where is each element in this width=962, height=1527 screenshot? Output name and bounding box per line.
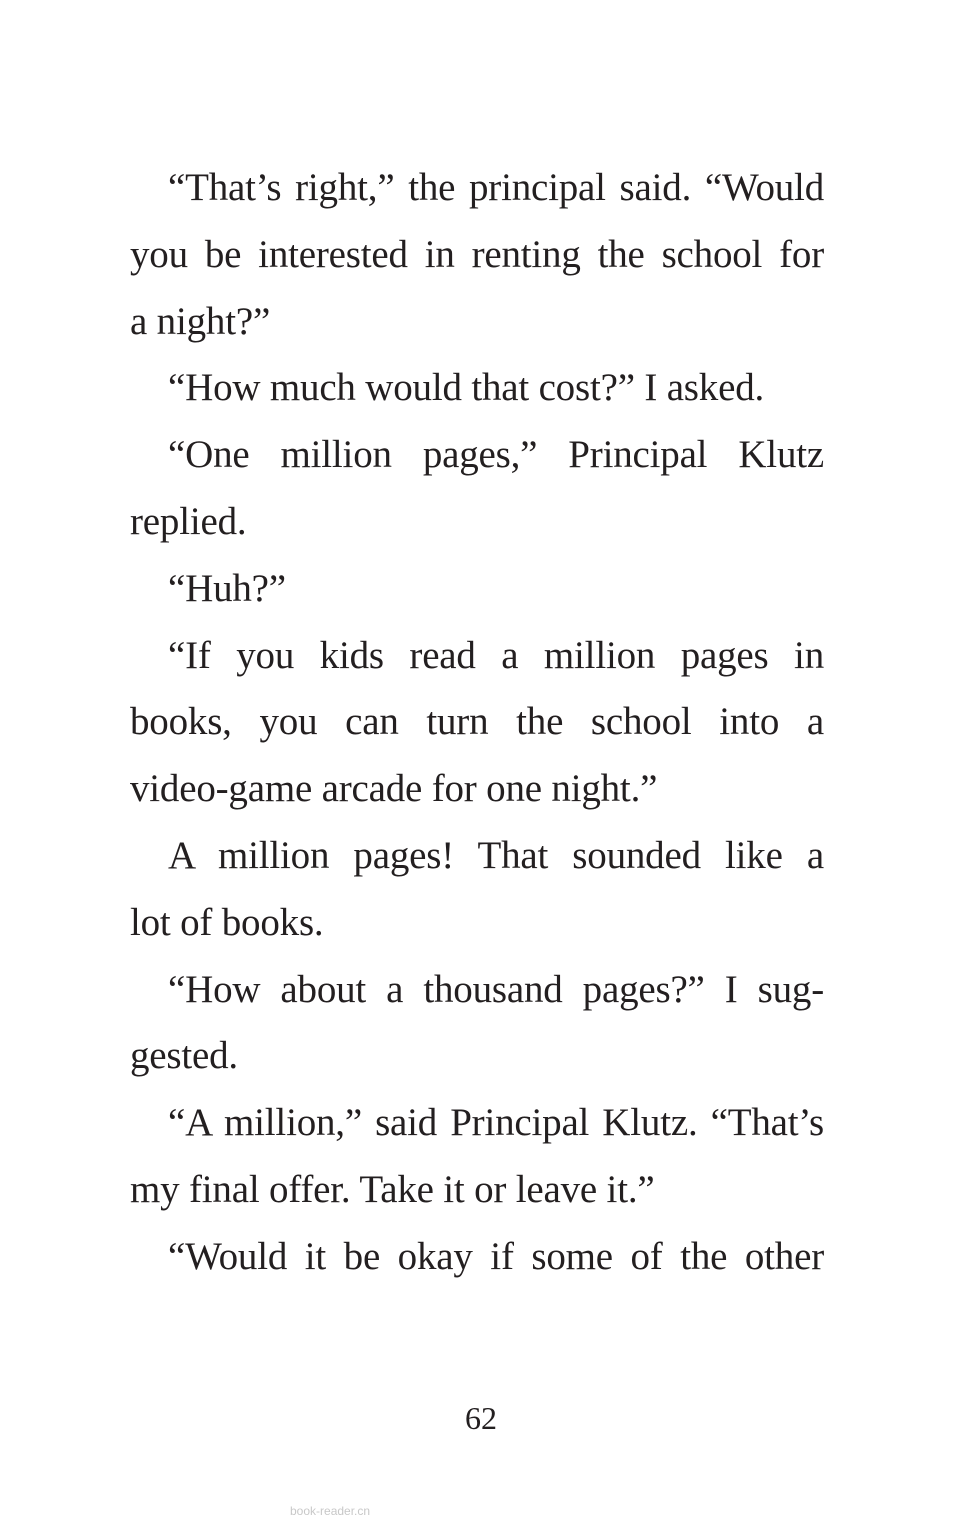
text-line: replied. (130, 499, 247, 543)
text-line: video-game arcade for one night.” (130, 767, 658, 811)
watermark: book-reader.cn (290, 1504, 371, 1518)
text-line: A million pages! That sounded like a (168, 833, 824, 877)
text-line: lot of books. (130, 900, 324, 944)
text-line: “One million pages,” Principal Klutz (168, 433, 824, 477)
text-line: “That’s right,” the principal said. “Would (168, 166, 824, 209)
text-line: “A million,” said Principal Klutz. “That’s (168, 1101, 824, 1145)
text-line: “Would it be okay if some of the other (168, 1234, 824, 1278)
text-line: you be interested in renting the school for (130, 232, 824, 276)
text-line: books, you can turn the school into a (130, 700, 824, 744)
page-number: 62 (465, 1400, 497, 1436)
book-page-text (130, 155, 824, 1291)
text-line: my final offer. Take it or leave it.” (130, 1167, 655, 1211)
text-line: “If you kids read a million pages in (168, 633, 824, 677)
text-line: “How about a thousand pages?” I sug- (168, 967, 824, 1011)
text-line: a night?” (130, 299, 271, 343)
text-line: “How much would that cost?” I asked. (168, 366, 765, 410)
text-line: “Huh?” (168, 566, 286, 610)
text-line: gested. (130, 1034, 238, 1078)
